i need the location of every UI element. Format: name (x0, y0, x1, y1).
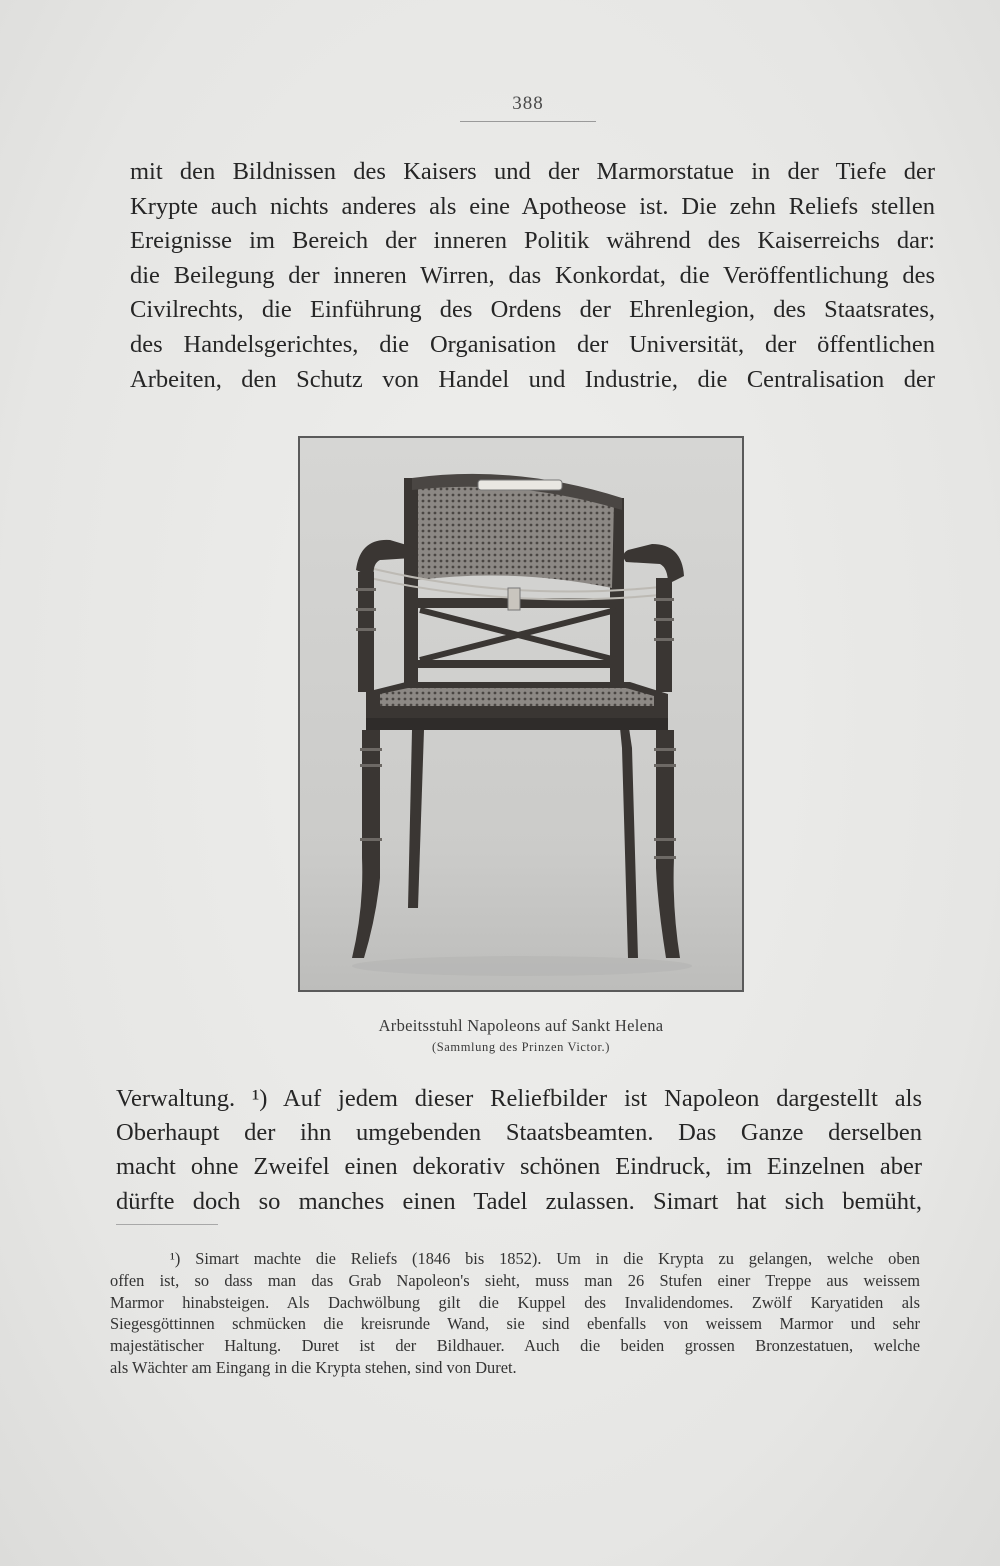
top-paragraph (130, 155, 935, 397)
text-line: macht ohne Zweifel einen dekorativ schönen Eindruck, im Einzelnen aber (116, 1153, 922, 1181)
footnote-line: ¹) Simart machte die Reliefs (1846 bis 1852). Um in die Krypta zu gelangen, welche oben (170, 1249, 920, 1268)
text-line: des Handelsgerichtes, die Organisation der Universität, der öffentlichen (130, 330, 935, 358)
bottom-paragraph (116, 1082, 922, 1219)
footnote-line: als Wächter am Eingang in die Krypta stehen, sind von Duret. (110, 1357, 517, 1377)
footnote (110, 1248, 920, 1379)
text-line: mit den Bildnissen des Kaisers und der Marmorstatue in der Tiefe der (130, 158, 935, 185)
text-line: Verwaltung. ¹) Auf jedem dieser Reliefbilder ist Napoleon dargestellt als (116, 1085, 922, 1112)
footnote-line: offen ist, so dass man das Grab Napoleon's sieht, muss man 26 Stufen einer Treppe aus weissem (110, 1270, 920, 1290)
text-line: Oberhaupt der ihn umgebenden Staatsbeamten. Das Ganze derselben (116, 1119, 922, 1147)
figure-caption: Arbeitsstuhl Napoleons auf Sankt Helena (378, 1016, 664, 1035)
footnote-line: Siegesgöttinnen schmücken die kreisrunde Wand, sie sind ebenfalls von weissem Marmor und sehr (110, 1314, 920, 1334)
text-line: Krypte auch nichts anderes als eine Apotheose ist. Die zehn Reliefs stellen (130, 192, 935, 220)
text-line: Arbeiten, den Schutz von Handel und Industrie, die Centralisation der (130, 365, 935, 393)
figure-caption-source: (Sammlung des Prinzen Victor.) (431, 1040, 611, 1054)
footnote-line: majestätischer Haltung. Duret ist der Bildhauer. Auch die beiden grossen Bronzestatuen, welche (110, 1336, 920, 1356)
footnote-rule (116, 1224, 218, 1225)
page-number-rule (460, 121, 596, 122)
footnote-line: Marmor hinabsteigen. Als Dachwölbung gilt die Kuppel des Invalidendomes. Zwölf Karyatiden als (110, 1292, 920, 1312)
text-line: Civilrechts, die Einführung des Ordens der Ehrenlegion, des Staatsrates, (130, 296, 935, 324)
chair-photograph (298, 436, 744, 992)
page-number: 388 (512, 93, 544, 114)
armchair-illustration (300, 438, 742, 990)
text-line: dürfte doch so manches einen Tadel zulassen. Simart hat sich bemüht, (116, 1187, 922, 1215)
text-line: die Beilegung der inneren Wirren, das Konkordat, die Veröffentlichung des (130, 261, 935, 289)
text-line: Ereignisse im Bereich der inneren Politik während des Kaiserreichs dar: (130, 227, 935, 255)
